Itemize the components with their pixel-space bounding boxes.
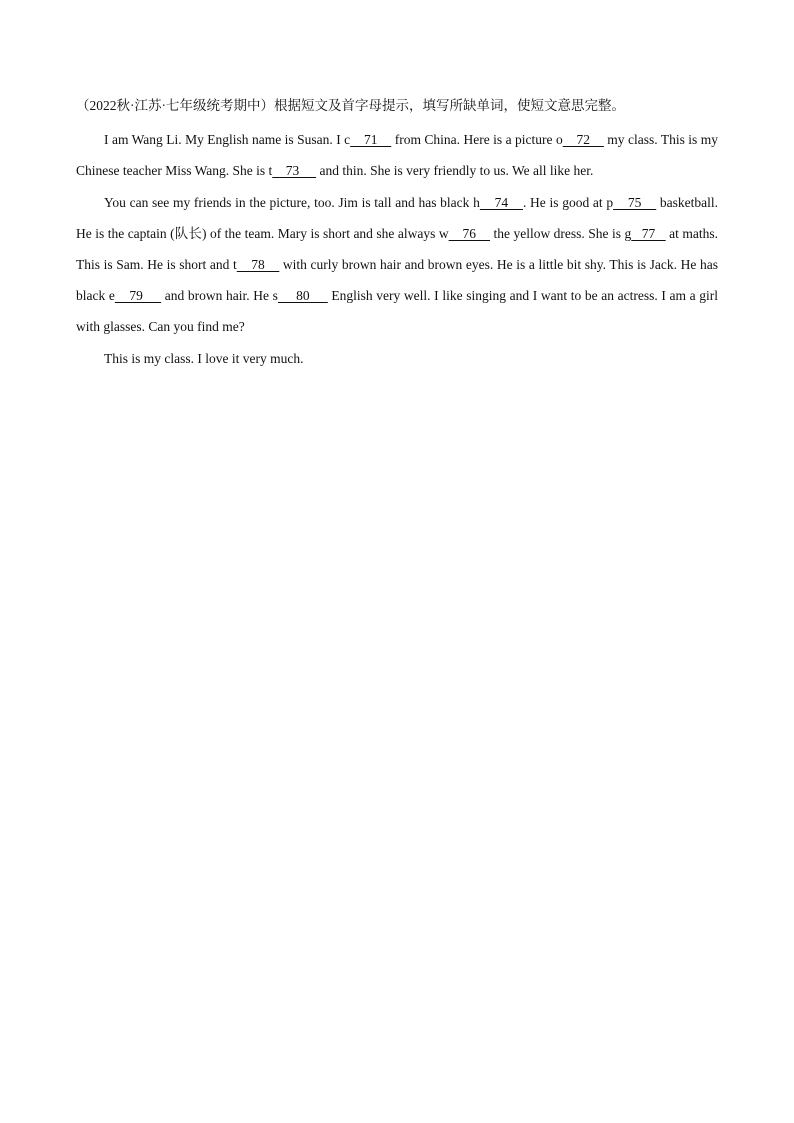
answer-blank[interactable]: 76 (448, 226, 490, 241)
answer-blank[interactable]: 79 (114, 288, 162, 303)
answer-blank[interactable]: 73 (272, 163, 317, 178)
passage-text: I am Wang Li. My English name is Susan. I c (104, 132, 351, 147)
answer-blank[interactable]: 71 (350, 132, 392, 147)
document-page (76, 96, 718, 374)
passage-text: with curly brown hair and brown eyes. He is a little bit shy. This is Jack. He has black e (76, 257, 719, 303)
passage-text: You can see my friends in the picture, too. Jim is tall and has black h (104, 195, 480, 210)
exercise-heading: （2022秋·江苏·七年级统考期中）根据短文及首字母提示，填写所缺单词，使短文意思完整。 (76, 98, 625, 113)
answer-blank[interactable]: 77 (631, 226, 666, 241)
passage-text: from China. Here is a picture o (391, 132, 563, 147)
passage-text: at maths. This is Sam. He is short and t (76, 226, 719, 272)
passage-paragraph (76, 343, 718, 374)
passage-text: English very well. I like singing and I want to be an actress. I am a girl with glasses. Can you find me? (76, 288, 719, 334)
passage-paragraph (76, 124, 718, 186)
answer-blank[interactable]: 80 (277, 288, 328, 303)
passage-paragraph (76, 187, 718, 342)
passage-text: the yellow dress. She is g (490, 226, 632, 241)
answer-blank[interactable]: 75 (613, 195, 657, 210)
answer-blank[interactable]: 72 (562, 132, 604, 147)
passage-text: and thin. She is very friendly to us. We all like her. (316, 163, 594, 178)
passage-text: basketball. He is the captain (队长) of the team. Mary is short and she always w (76, 195, 719, 241)
passage-text: This is my class. I love it very much. (104, 351, 304, 366)
answer-blank[interactable]: 74 (479, 195, 523, 210)
passage-text: my class. This is my Chinese teacher Miss Wang. She is t (76, 132, 718, 178)
passage-text: and brown hair. He s (161, 288, 278, 303)
passage-text: . He is good at p (522, 195, 614, 210)
answer-blank[interactable]: 78 (236, 257, 280, 272)
passage (76, 124, 718, 374)
